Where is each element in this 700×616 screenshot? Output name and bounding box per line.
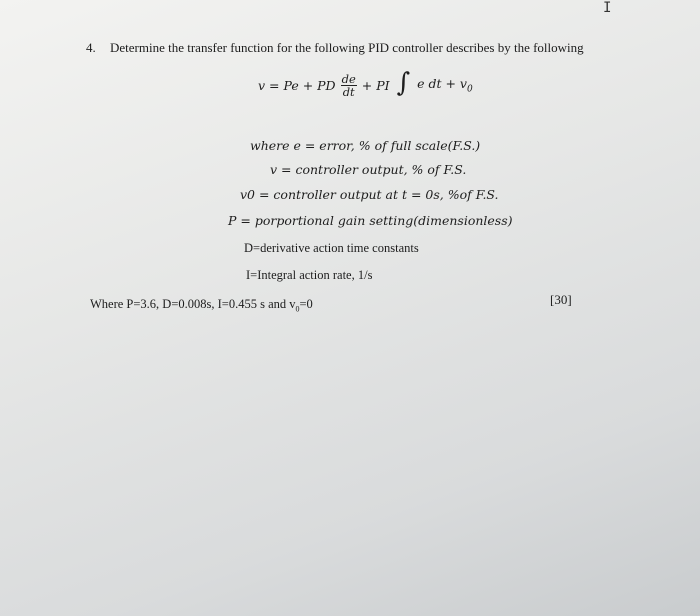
given-v0-subscript: 0 <box>295 304 300 314</box>
marks-label: [30] <box>550 292 572 307</box>
question-text: Determine the transfer function for the following PID controller describes by the following <box>110 40 584 55</box>
definition-error: where e = error, % of full scale(F.S.) <box>250 138 481 153</box>
fraction-denominator: dt <box>342 84 355 99</box>
equation-mid: + PI <box>361 77 390 93</box>
definition-integral: I=Integral action rate, 1/s <box>246 268 373 282</box>
fraction-numerator: de <box>341 71 356 86</box>
equation-lhs: v = Pe + PD <box>258 77 336 93</box>
definition-controller-output: v = controller output, % of F.S. <box>270 162 467 177</box>
pid-equation <box>258 70 473 100</box>
definition-derivative: D=derivative action time constants <box>244 241 419 255</box>
integral-symbol: ∫ <box>396 68 411 98</box>
text-cursor-icon: I <box>603 0 612 16</box>
question-number: 4. <box>86 40 96 55</box>
definition-proportional-gain: P = porportional gain setting(dimensionless) <box>228 213 513 228</box>
given-values: Where P=3.6, D=0.008s, I=0.455 s and $v_0=0$ <box>90 297 313 314</box>
derivative-fraction <box>341 73 357 98</box>
v0-subscript: 0 <box>467 84 473 95</box>
definition-initial-output: v0 = controller output at t = 0s, %of F.S. <box>240 187 499 202</box>
equation-rhs: e dt + $v_0$ <box>417 75 473 95</box>
